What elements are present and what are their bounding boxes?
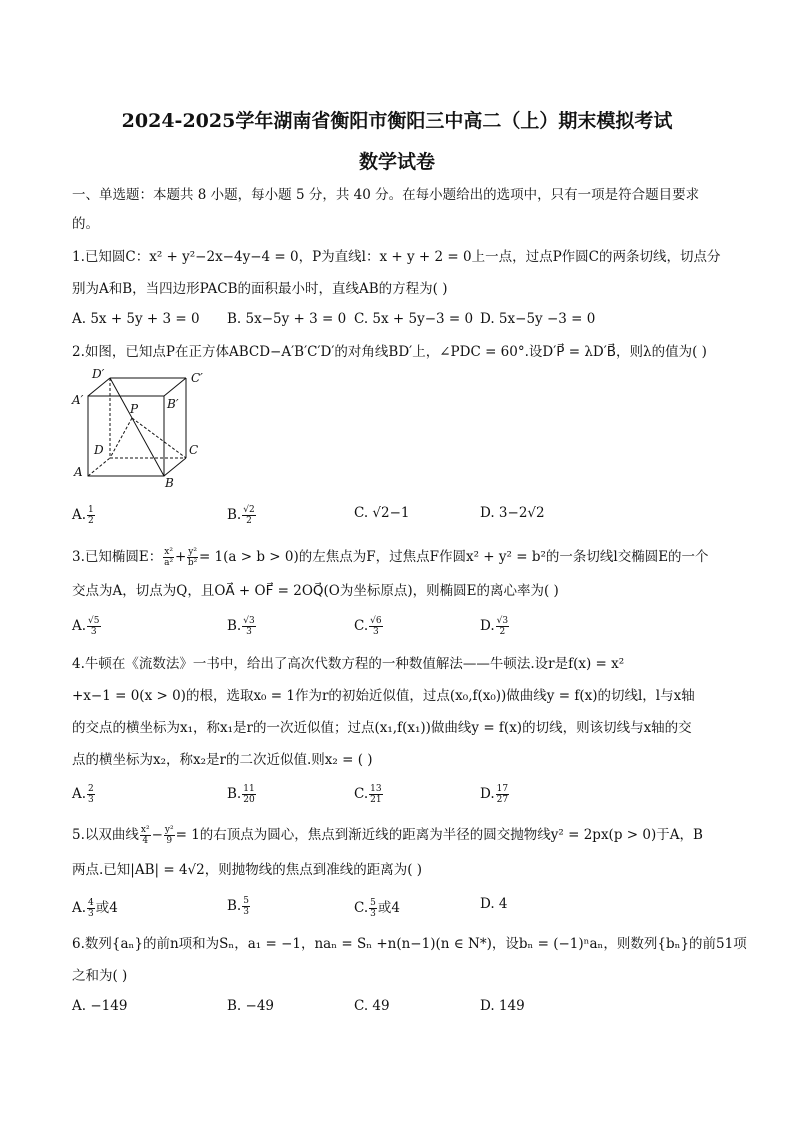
option-b[interactable]: B. 5x−5y + 3 = 0: [227, 311, 347, 327]
question-6-text: 6.数列{aₙ}的前n项和为Sₙ，a₁ = −1，naₙ = Sₙ +n(n−1)(n ∈ N*)，设bₙ = (−1)ⁿaₙ，则数列{bₙ}的前51项: [72, 936, 747, 952]
option-d[interactable]: D. $\frac{17}{27}$: [480, 784, 509, 805]
option-d[interactable]: D. 4: [480, 896, 508, 912]
label-b: B: [165, 476, 174, 488]
option-a[interactable]: A. 5x + 5y + 3 = 0: [72, 311, 200, 327]
section-intro: 一、单选题：本题共 8 小题，每小题 5 分，共 40 分。在每小题给出的选项中，只有一项是符合题目要求: [72, 187, 700, 203]
label-a: A: [74, 465, 83, 479]
option-a[interactable]: A. −149: [72, 998, 128, 1014]
page-title: 2024-2025学年湖南省衡阳市衡阳三中高二（上）期末模拟考试: [121, 110, 673, 132]
option-b[interactable]: B. −49: [227, 998, 274, 1014]
label-d-prime: D′: [92, 367, 105, 381]
option-c[interactable]: C. 49: [354, 998, 390, 1014]
label-b-prime: B′: [167, 397, 179, 411]
question-4-text: +x−1 = 0(x > 0)的根，选取x₀ = 1作为r的初始近似值，过点(x₀,f(x₀))做曲线y = f(x)的切线l，l与x轴: [72, 688, 695, 704]
question-5-text: 两点.已知|AB| = 4√2，则抛物线的焦点到准线的距离为( ): [72, 862, 423, 878]
option-c[interactable]: C. 5x + 5y−3 = 0: [354, 311, 474, 327]
option-d[interactable]: D. 3−2√2: [480, 505, 545, 521]
question-3-text: 交点为A，切点为Q，且OA⃗ + OF⃗ = 2OQ⃗(O为坐标原点)，则椭圆E的离心率为( ): [72, 583, 559, 599]
question-4-text: 4.牛顿在《流数法》一书中，给出了高次代数方程的一种数值解法——牛顿法.设r是f(x) = x²: [72, 656, 625, 672]
label-c: C: [189, 443, 199, 457]
question-6-text: 之和为( ): [72, 968, 128, 984]
question-5-text: 5.以双曲线 $\frac{\text{x²}}{4}$ − $\frac{\text{y²}}{9}$ = 1的右顶点为圆心，焦点到渐近线的距离为半径的圆交抛物线y² = 2px(p > 0)于A，B: [72, 825, 703, 846]
option-a[interactable]: A. $\frac{√5}{3}$: [72, 616, 100, 637]
question-4-text: 的交点的横坐标为x₁，称x₁是r的一次近似值；过点(x₁,f(x₁))做曲线y = f(x)的切线，则该切线与x轴的交: [72, 720, 692, 736]
option-d[interactable]: D. $\frac{√3}{2}$: [480, 616, 509, 637]
option-b[interactable]: B. $\frac{√2}{2}$: [227, 505, 255, 526]
option-c[interactable]: C. $\frac{√6}{3}$: [354, 616, 382, 637]
label-d: D: [94, 443, 104, 457]
label-a-prime: A′: [72, 393, 84, 407]
question-1-text: 1.已知圆C：x² + y²−2x−4y−4 = 0，P为直线l：x + y + 2 = 0上一点，过点P作圆C的两条切线，切点分: [72, 249, 721, 265]
page-subtitle: 数学试卷: [358, 151, 435, 173]
option-b[interactable]: B. $\frac{√3}{3}$: [227, 616, 255, 637]
option-d[interactable]: D. 149: [480, 998, 525, 1014]
label-p: P: [130, 402, 139, 416]
option-c[interactable]: C. √2−1: [354, 505, 410, 521]
option-a[interactable]: A. $\frac{1}{2}$: [72, 505, 94, 526]
question-4-text: 点的横坐标为x₂，称x₂是r的二次近似值.则x₂ = ( ): [72, 752, 373, 768]
option-d[interactable]: D. 5x−5y −3 = 0: [480, 311, 596, 327]
option-a[interactable]: A. $\frac{4}{3}$ 或4: [72, 898, 118, 919]
question-3-text: 3.已知椭圆E： $\frac{\text{x²}}{\text{a²}}$ + $\frac{\text{y²}}{\text{b²}}$ = 1(a > b > 0)的左焦点为F，过焦点F作圆x² + y² = b²的一条切线l交椭圆E的一个: [72, 547, 709, 568]
option-b[interactable]: B. $\frac{5}{3}$: [227, 896, 249, 917]
option-c[interactable]: C. $\frac{5}{3}$ 或4: [354, 898, 400, 919]
question-2-text: 2.如图，已知点P在正方体ABCD−A′B′C′D′的对角线BD′上，∠PDC = 60°.设D′P⃗ = λD′B⃗，则λ的值为( ): [72, 344, 707, 360]
option-a[interactable]: A. $\frac{2}{3}$: [72, 784, 94, 805]
label-c-prime: C′: [191, 371, 203, 385]
question-1-text: 别为A和B，当四边形PACB的面积最小时，直线AB的方程为( ): [72, 281, 448, 297]
option-b[interactable]: B. $\frac{11}{20}$: [227, 784, 255, 805]
option-c[interactable]: C. $\frac{13}{21}$: [354, 784, 382, 805]
section-intro: 的。: [72, 216, 99, 232]
cube-figure: [70, 366, 220, 488]
